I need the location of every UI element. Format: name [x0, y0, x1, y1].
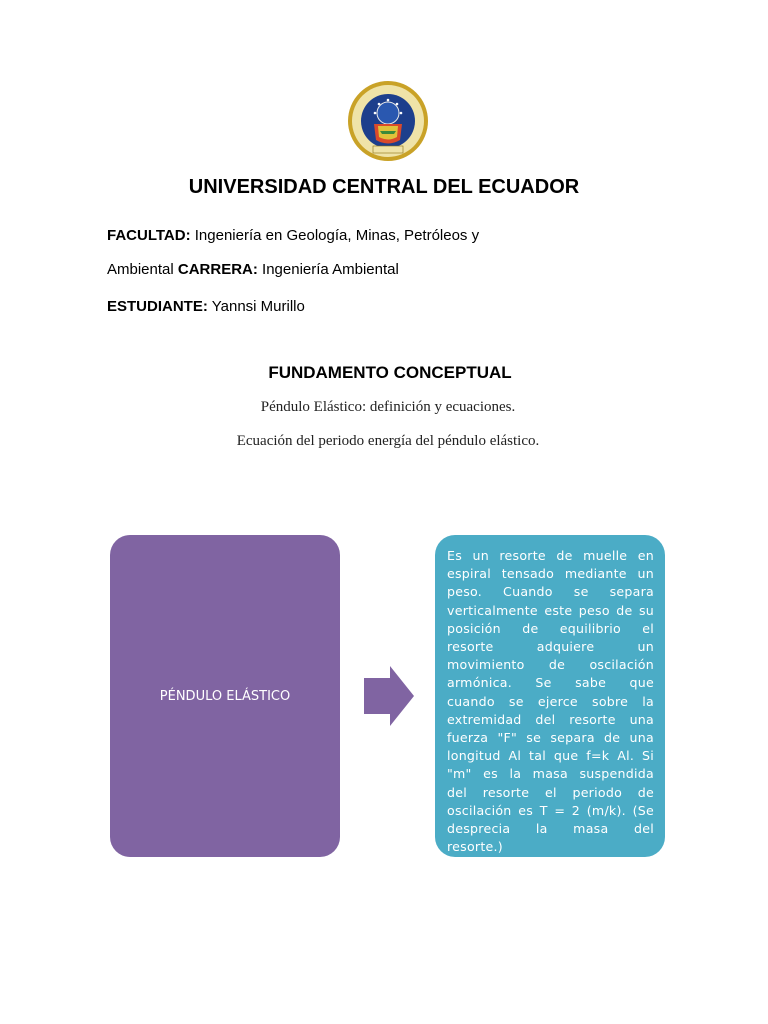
student-value: Yannsi Murillo: [207, 298, 305, 315]
student-label: ESTUDIANTE:: [107, 298, 208, 315]
section-subtitle-equation: Ecuación del periodo energía del péndulo elástico.: [236, 433, 540, 449]
definition-box: [435, 535, 665, 857]
university-seal-logo: [347, 80, 429, 162]
section-title: FUNDAMENTO CONCEPTUAL: [268, 363, 512, 382]
faculty-line: [107, 227, 479, 244]
career-value: Ingeniería Ambiental: [257, 261, 399, 278]
faculty-label: FACULTAD:: [107, 227, 191, 244]
section-subtitle-definition: Péndulo Elástico: definición y ecuaciones.: [260, 399, 516, 415]
definition-text: Es un resorte de muelle en espiral tensado mediante un peso. Cuando se separa verticalmente este peso de su posición de equilibrio el resorte adquiere un movimiento de oscilación armónica. Se sabe que cuando se ejerce sobre la extremidad del resorte una fuerza "F" se separa de una longitud Al tal que f=k Al. Si "m" es la masa suspendida del resorte el periodo de oscilación es T = 2 (m/k). (Se desprecia la masa del resorte.): [447, 548, 654, 855]
university-title: UNIVERSIDAD CENTRAL DEL ECUADOR: [188, 176, 580, 198]
faculty-value-continued: Ambiental: [107, 261, 178, 278]
career-line: [107, 261, 399, 278]
concept-box-pendulo: [110, 535, 340, 857]
student-line: [107, 298, 305, 315]
faculty-value: Ingeniería en Geología, Minas, Petróleos y: [190, 227, 480, 244]
right-arrow-icon: [364, 666, 414, 726]
concept-label: PÉNDULO ELÁSTICO: [159, 688, 291, 704]
career-label: CARRERA:: [177, 261, 258, 278]
